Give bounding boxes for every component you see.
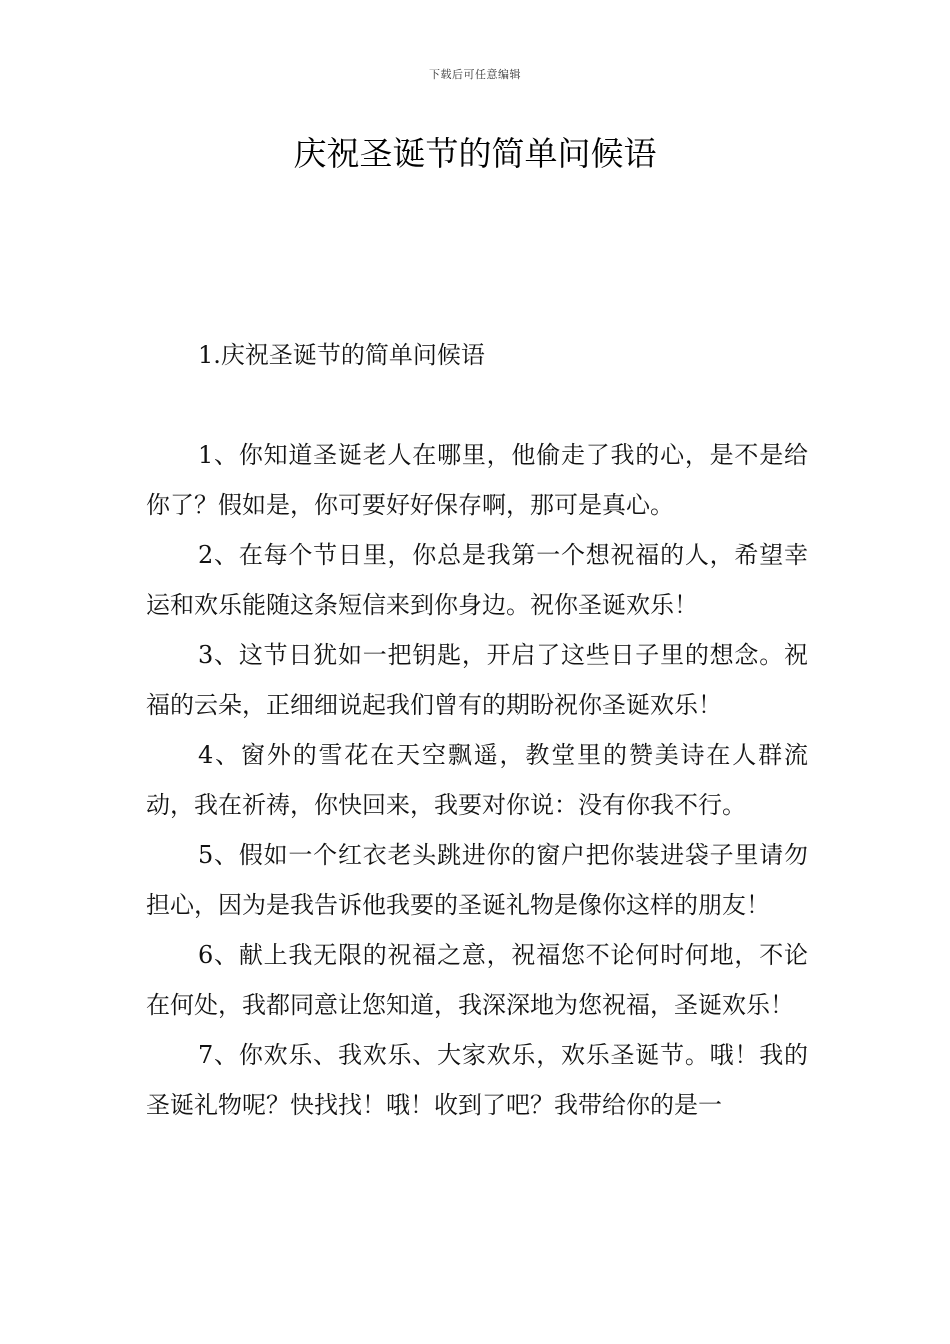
paragraph-1: 1、你知道圣诞老人在哪里，他偷走了我的心，是不是给你了？假如是，你可要好好保存啊，那可是真心。 [146,441,808,519]
header-note: 下载后可任意编辑 [429,68,521,81]
paragraph-6: 6、献上我无限的祝福之意，祝福您不论何时何地，不论在何处，我都同意让您知道，我深深地为您祝福，圣诞欢乐！ [146,941,808,1019]
paragraph-3: 3、这节日犹如一把钥匙，开启了这些日子里的想念。祝福的云朵，正细细说起我们曾有的期盼祝你圣诞欢乐！ [146,641,808,719]
paragraph-2: 2、在每个节日里，你总是我第一个想祝福的人，希望幸运和欢乐能随这条短信来到你身边。祝你圣诞欢乐！ [146,541,808,619]
document-body [146,330,808,1130]
paragraph-5: 5、假如一个红衣老头跳进你的窗户把你装进袋子里请勿担心，因为是我告诉他我要的圣诞礼物是像你这样的朋友！ [146,841,808,919]
paragraph-7: 7、你欢乐、我欢乐、大家欢乐，欢乐圣诞节。哦！我的圣诞礼物呢？快找找！哦！收到了吧？我带给你的是一 [146,1041,808,1119]
document-title: 庆祝圣诞节的简单问候语 [293,134,657,173]
paragraph-4: 4、窗外的雪花在天空飘遥，教堂里的赞美诗在人群流动，我在祈祷，你快回来，我要对你说：没有你我不行。 [146,741,808,819]
blank-line [146,380,808,430]
section-heading: 1.庆祝圣诞节的简单问候语 [198,341,485,369]
